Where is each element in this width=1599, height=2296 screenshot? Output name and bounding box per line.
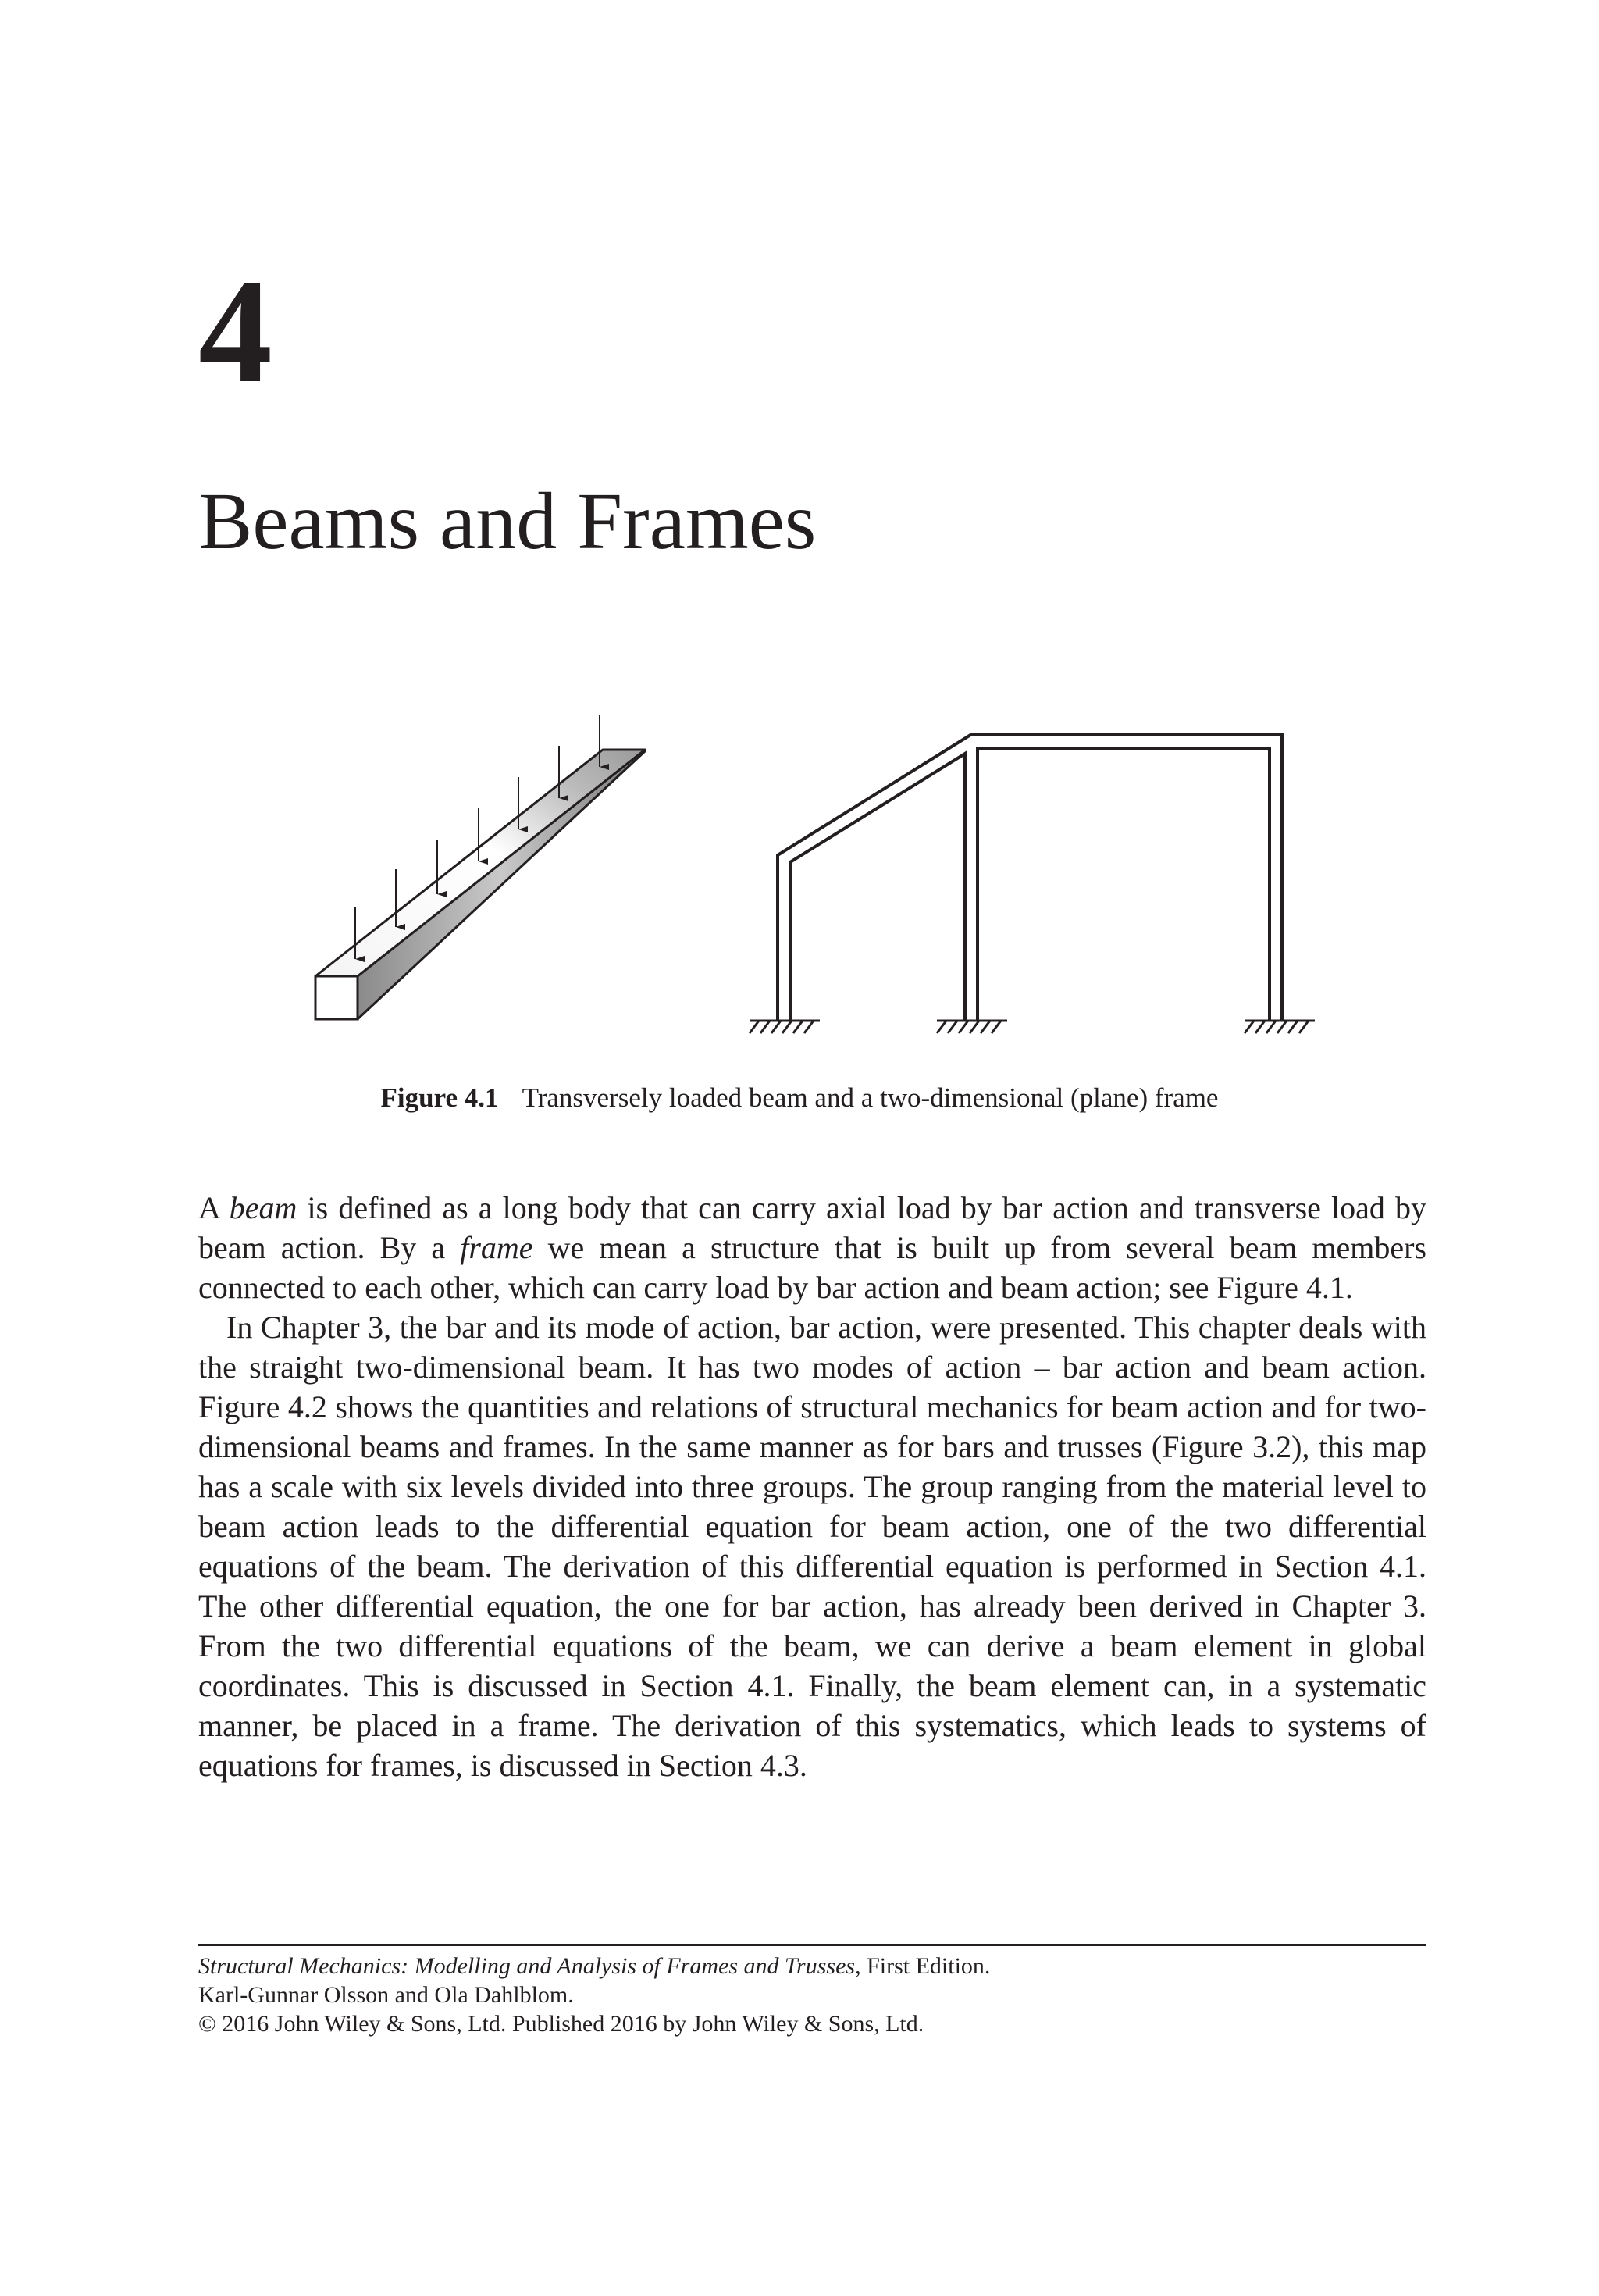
beam-drawing xyxy=(315,715,645,1019)
term-beam: beam xyxy=(229,1190,297,1225)
figure xyxy=(297,707,1343,1050)
footer-copyright: © 2016 John Wiley & Sons, Ltd. Published 2016 by John Wiley & Sons, Ltd. xyxy=(198,2011,924,2037)
footer-edition: , First Edition. xyxy=(855,1953,991,1979)
paragraph-1-part-1: A xyxy=(198,1190,230,1225)
figure-illustration xyxy=(297,707,1343,1050)
body-text xyxy=(198,1188,1426,1785)
frame-outer-outline xyxy=(778,735,1282,1021)
footer-book-line xyxy=(198,1952,1426,1980)
chapter-title: Beams and Frames xyxy=(198,476,817,566)
frame-right-inner-outline xyxy=(978,748,1270,1021)
figure-label: Figure 4.1 xyxy=(380,1082,499,1113)
support-middle xyxy=(937,1021,1007,1033)
support-right xyxy=(1245,1021,1315,1033)
figure-caption xyxy=(0,1082,1599,1114)
beam-side-face xyxy=(358,750,645,1019)
beam-end-face xyxy=(315,976,358,1019)
beam-top-face xyxy=(315,750,645,976)
frame-drawing xyxy=(778,735,1282,1021)
footer-book-title: Structural Mechanics: Modelling and Analysis of Frames and Trusses xyxy=(198,1953,856,1979)
footer-authors: Karl-Gunnar Olsson and Ola Dahlblom. xyxy=(198,1982,574,2008)
figure-caption-text: Transversely loaded beam and a two-dimensional (plane) frame xyxy=(522,1082,1219,1113)
paragraph-1-part-2: is defined as a long body that can carry axial load by bar action and transverse load by beam action. By a xyxy=(198,1190,1427,1265)
footer xyxy=(198,1952,1426,2038)
paragraph-1-part-3: we mean a structure that is built up from several beam members connected to each other, which can carry load by bar action and beam action; see Figure 4.1. xyxy=(198,1230,1426,1305)
paragraph-2: In Chapter 3, the bar and its mode of action, bar action, were presented. This chapter deals with the straight two-dimensional beam. It has two modes of action – bar action and beam action. Figure 4.2 shows the quantities and relations of structural mechanics for beam action and for two-dimensional beams and frames. In the same manner as for bars and trusses (Figure 3.2), this map has a scale with six levels divided into three groups. The group ranging from the material level to beam action leads to the differential equation for beam action, one of the two differential equations of the beam. The derivation of this differential equation is performed in Section 4.1. The other differential equation, the one for bar action, has already been derived in Chapter 3. From the two differential equations of the beam, we can derive a beam element in global coordinates. This is discussed in Section 4.1. Finally, the beam element can, in a systematic manner, be placed in a frame. The derivation of this systematics, which leads to systems of equations for frames, is discussed in Section 4.3. xyxy=(198,1310,1426,1783)
footer-rule xyxy=(198,1944,1426,1946)
chapter-number: 4 xyxy=(198,250,272,414)
paragraph-1 xyxy=(198,1188,1426,1307)
term-frame: frame xyxy=(460,1230,533,1265)
support-left xyxy=(750,1021,820,1033)
